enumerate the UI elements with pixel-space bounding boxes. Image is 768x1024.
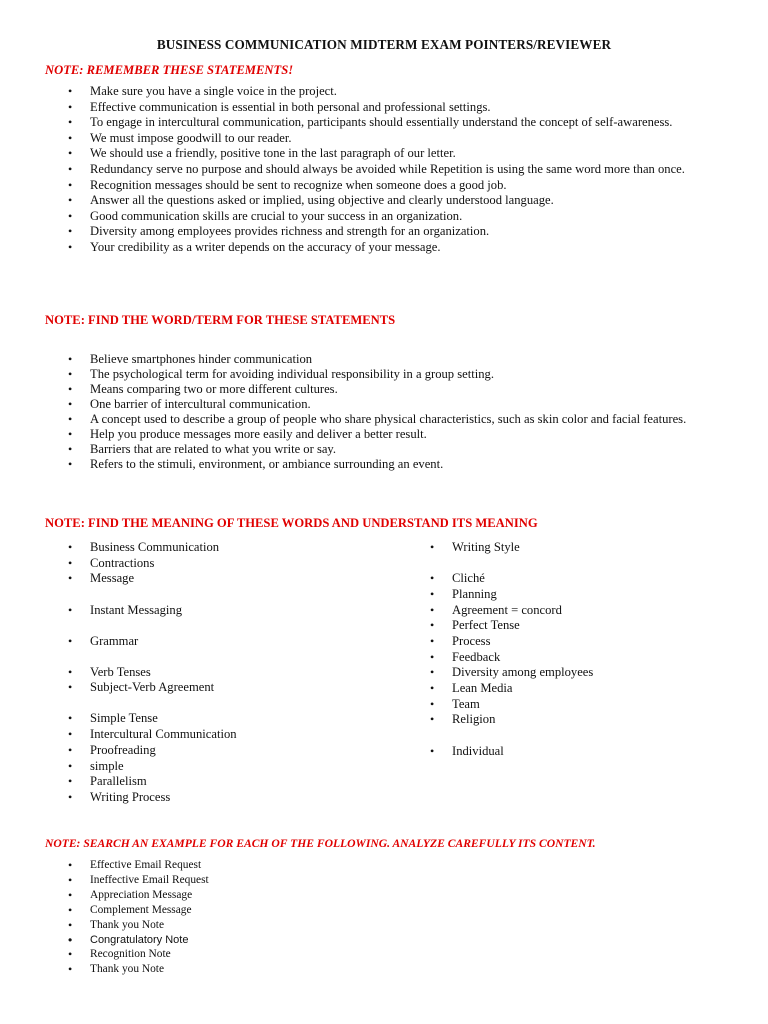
list-item: • Intercultural Communication — [68, 727, 398, 743]
list-item: • Redundancy serve no purpose and should always be avoided while Repetition is using the same word more than once. — [68, 162, 718, 178]
list-item: • Parallelism — [68, 774, 398, 790]
list-item: • Recognition Note — [68, 947, 668, 962]
list-item: • simple — [68, 759, 398, 775]
remember-statements-list — [68, 84, 718, 256]
list-item: • Means comparing two or more different cultures. — [68, 382, 718, 397]
meaning-words-right-column — [430, 540, 730, 759]
list-item: • One barrier of intercultural communication. — [68, 397, 718, 412]
section-find-term-heading: NOTE: FIND THE WORD/TERM FOR THESE STATEMENTS — [45, 313, 396, 327]
list-item: • Barriers that are related to what you write or say. — [68, 442, 718, 457]
list-item: • Writing Process — [68, 790, 398, 806]
list-item: • Agreement = concord — [430, 603, 730, 619]
list-item: • Proofreading — [68, 743, 398, 759]
list-item: • Subject-Verb Agreement — [68, 680, 398, 696]
list-item: • Diversity among employees — [430, 665, 730, 681]
list-item: • Perfect Tense — [430, 618, 730, 634]
section-meaning-heading: NOTE: FIND THE MEANING OF THESE WORDS AND UNDERSTAND ITS MEANING — [45, 516, 538, 530]
list-item: • Team — [430, 697, 730, 713]
list-item: • Recognition messages should be sent to recognize when someone does a good job. — [68, 178, 718, 194]
list-item: • Make sure you have a single voice in the project. — [68, 84, 718, 100]
list-item: • The psychological term for avoiding individual responsibility in a group setting. — [68, 367, 718, 382]
list-item: • Refers to the stimuli, environment, or ambiance surrounding an event. — [68, 457, 718, 472]
page-title: BUSINESS COMMUNICATION MIDTERM EXAM POINTERS/REVIEWER — [156, 37, 612, 52]
list-item: • We should use a friendly, positive tone in the last paragraph of our letter. — [68, 146, 718, 162]
list-item: • Simple Tense — [68, 711, 398, 727]
list-item: • Instant Messaging — [68, 603, 398, 619]
find-term-list — [68, 352, 718, 472]
section-examples-heading: NOTE: SEARCH AN EXAMPLE FOR EACH OF THE FOLLOWING. ANALYZE CAREFULLY ITS CONTENT. — [45, 837, 596, 850]
list-item: • A concept used to describe a group of people who share physical characteristics, such as skin color and facial features. — [68, 412, 718, 427]
meaning-words-left-column — [68, 540, 398, 806]
list-item: • Grammar — [68, 634, 398, 650]
list-item: • To engage in intercultural communication, participants should essentially understand the concept of self-awareness. — [68, 115, 718, 131]
list-item: • Believe smartphones hinder communication — [68, 352, 718, 367]
list-item: • Answer all the questions asked or implied, using objective and clearly understood language. — [68, 193, 718, 209]
list-item: • Your credibility as a writer depends on the accuracy of your message. — [68, 240, 718, 256]
list-item: • Feedback — [430, 650, 730, 666]
list-item: • Effective communication is essential in both personal and professional settings. — [68, 100, 718, 116]
list-item: • Congratulatory Note — [68, 933, 668, 948]
list-item: • Planning — [430, 587, 730, 603]
list-item: • Business Communication — [68, 540, 398, 556]
list-item: • Effective Email Request — [68, 858, 668, 873]
list-item: • Thank you Note — [68, 962, 668, 977]
list-item: • Diversity among employees provides richness and strength for an organization. — [68, 224, 718, 240]
list-item: • Contractions — [68, 556, 398, 572]
list-item: • Complement Message — [68, 903, 668, 918]
list-item: • Help you produce messages more easily and deliver a better result. — [68, 427, 718, 442]
list-item: • We must impose goodwill to our reader. — [68, 131, 718, 147]
list-item: • Writing Style — [430, 540, 730, 556]
list-item: • Good communication skills are crucial to your success in an organization. — [68, 209, 718, 225]
list-item: • Cliché — [430, 571, 730, 587]
list-item: • Ineffective Email Request — [68, 873, 668, 888]
list-item: • Religion — [430, 712, 730, 728]
section-remember-heading: NOTE: REMEMBER THESE STATEMENTS! — [45, 63, 294, 77]
list-item: • Thank you Note — [68, 918, 668, 933]
examples-list — [68, 858, 668, 977]
list-item: • Appreciation Message — [68, 888, 668, 903]
list-item: • Message — [68, 571, 398, 587]
list-item: • Verb Tenses — [68, 665, 398, 681]
list-item: • Individual — [430, 744, 730, 760]
list-item: • Lean Media — [430, 681, 730, 697]
list-item: • Process — [430, 634, 730, 650]
